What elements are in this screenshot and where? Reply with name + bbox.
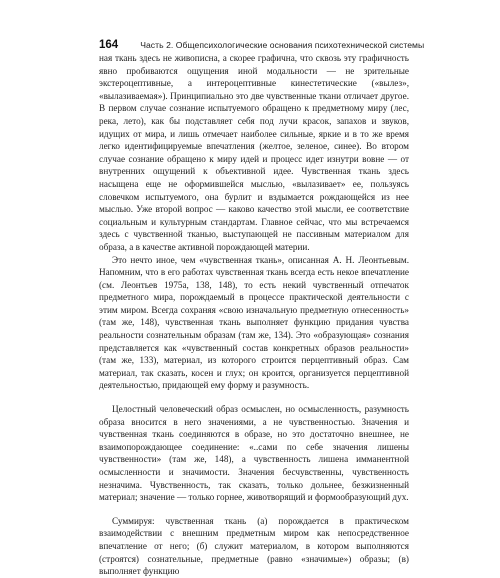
page-header	[99, 39, 425, 51]
running-head: Часть 2. Общепсихологические основания психотехнической системы	[140, 40, 425, 50]
paragraph-1: ная ткань здесь не живописна, а скорее графична, что сквозь эту графичность явно пробиваются ощущения иной модальности — не зрительные экстероцептивные, а интероцептивные кинестетические («вылез», «вылазиваемая»). Принципиально это две чувственные ткани отличает другое. В первом случае сознание испытуемого обращено к предметному миру (лес, река, лето), как бы подставляет себя под лучи красок, запахов и звуков, идущих от мира, и лишь отмечает наиболее сильные, яркие и в то же время легко идентифицируемые впечатления (желтое, зеленое, синее). Во втором случае сознание обращено к миру идей и процесс идет изнутри вовне — от внутренних ощущений к объективной идее. Чувственная ткань здесь насыщена еще не оформившейся мыслью, «вылазивает» ее, пользуясь словечком испытуемого, она бурлит и вздымается рождающейся из нее мыслью. Уже второй вопрос — каково качество этой мысли, ее соответствие социальным и культурным стандартам. Главное сейчас, что мы встречаемся здесь с чувственной тканью, выступающей не пассивным материалом для образа, а в качестве активной порождающей материи.	[99, 53, 409, 252]
paragraph-4: Суммируя: чувственная ткань (а) порождается в практическом взаимодействии с внешним предметным миром как непосредственное впечатление от него; (б) служит материалом, в котором выполняются (строятся) сознательные, предметные (равно «значимые») образы; (в) выполняет функцию	[99, 515, 409, 577]
paragraph-2: Это нечто иное, чем «чувственная ткань», описанная А. Н. Леонтьевым. Напомним, что в его работах чувственная ткань всегда есть некое впечатление (см. Леонтьев 1975а, 138, 148), то есть некий чувственный отпечаток предметного мира, порождаемый в процессе практической деятельности с этим миром. Всегда сохраняя «свою изначальную предметную отнесенность» (там же, 148), чувственная ткань выполняет функцию придания чувства реальности сознательным образам (там же, 134). Это «образующая» сознания представляется как «чувственный состав конкретных образов реальности» (там же, 133), материал, из которого строится перцептивный образ. Сам материал, так сказать, косен и глух; он кроится, организуется перцептивной деятельностью, придающей ему форму и разумность.	[99, 254, 409, 391]
paragraph-3: Целостный человеческий образ осмыслен, но осмысленность, разумность образа вносится в него значениями, а не чувственностью. Значения и чувственная ткань соединяются в образе, но это достаточно внешнее, не взаимопорождающее соединение: «..сами по себе значения лишены чувственности» (там же, 148), а чувственность лишена имманентной осмысленности и значимости. Значения бесчувственны, чувственность незначима. Чувственность, так сказать, только дольнее, безжизненный материал; значение — только горнее, животворящий и формообразующий дух.	[99, 404, 409, 503]
page-body	[99, 52, 409, 578]
page-number: 164	[99, 39, 119, 51]
